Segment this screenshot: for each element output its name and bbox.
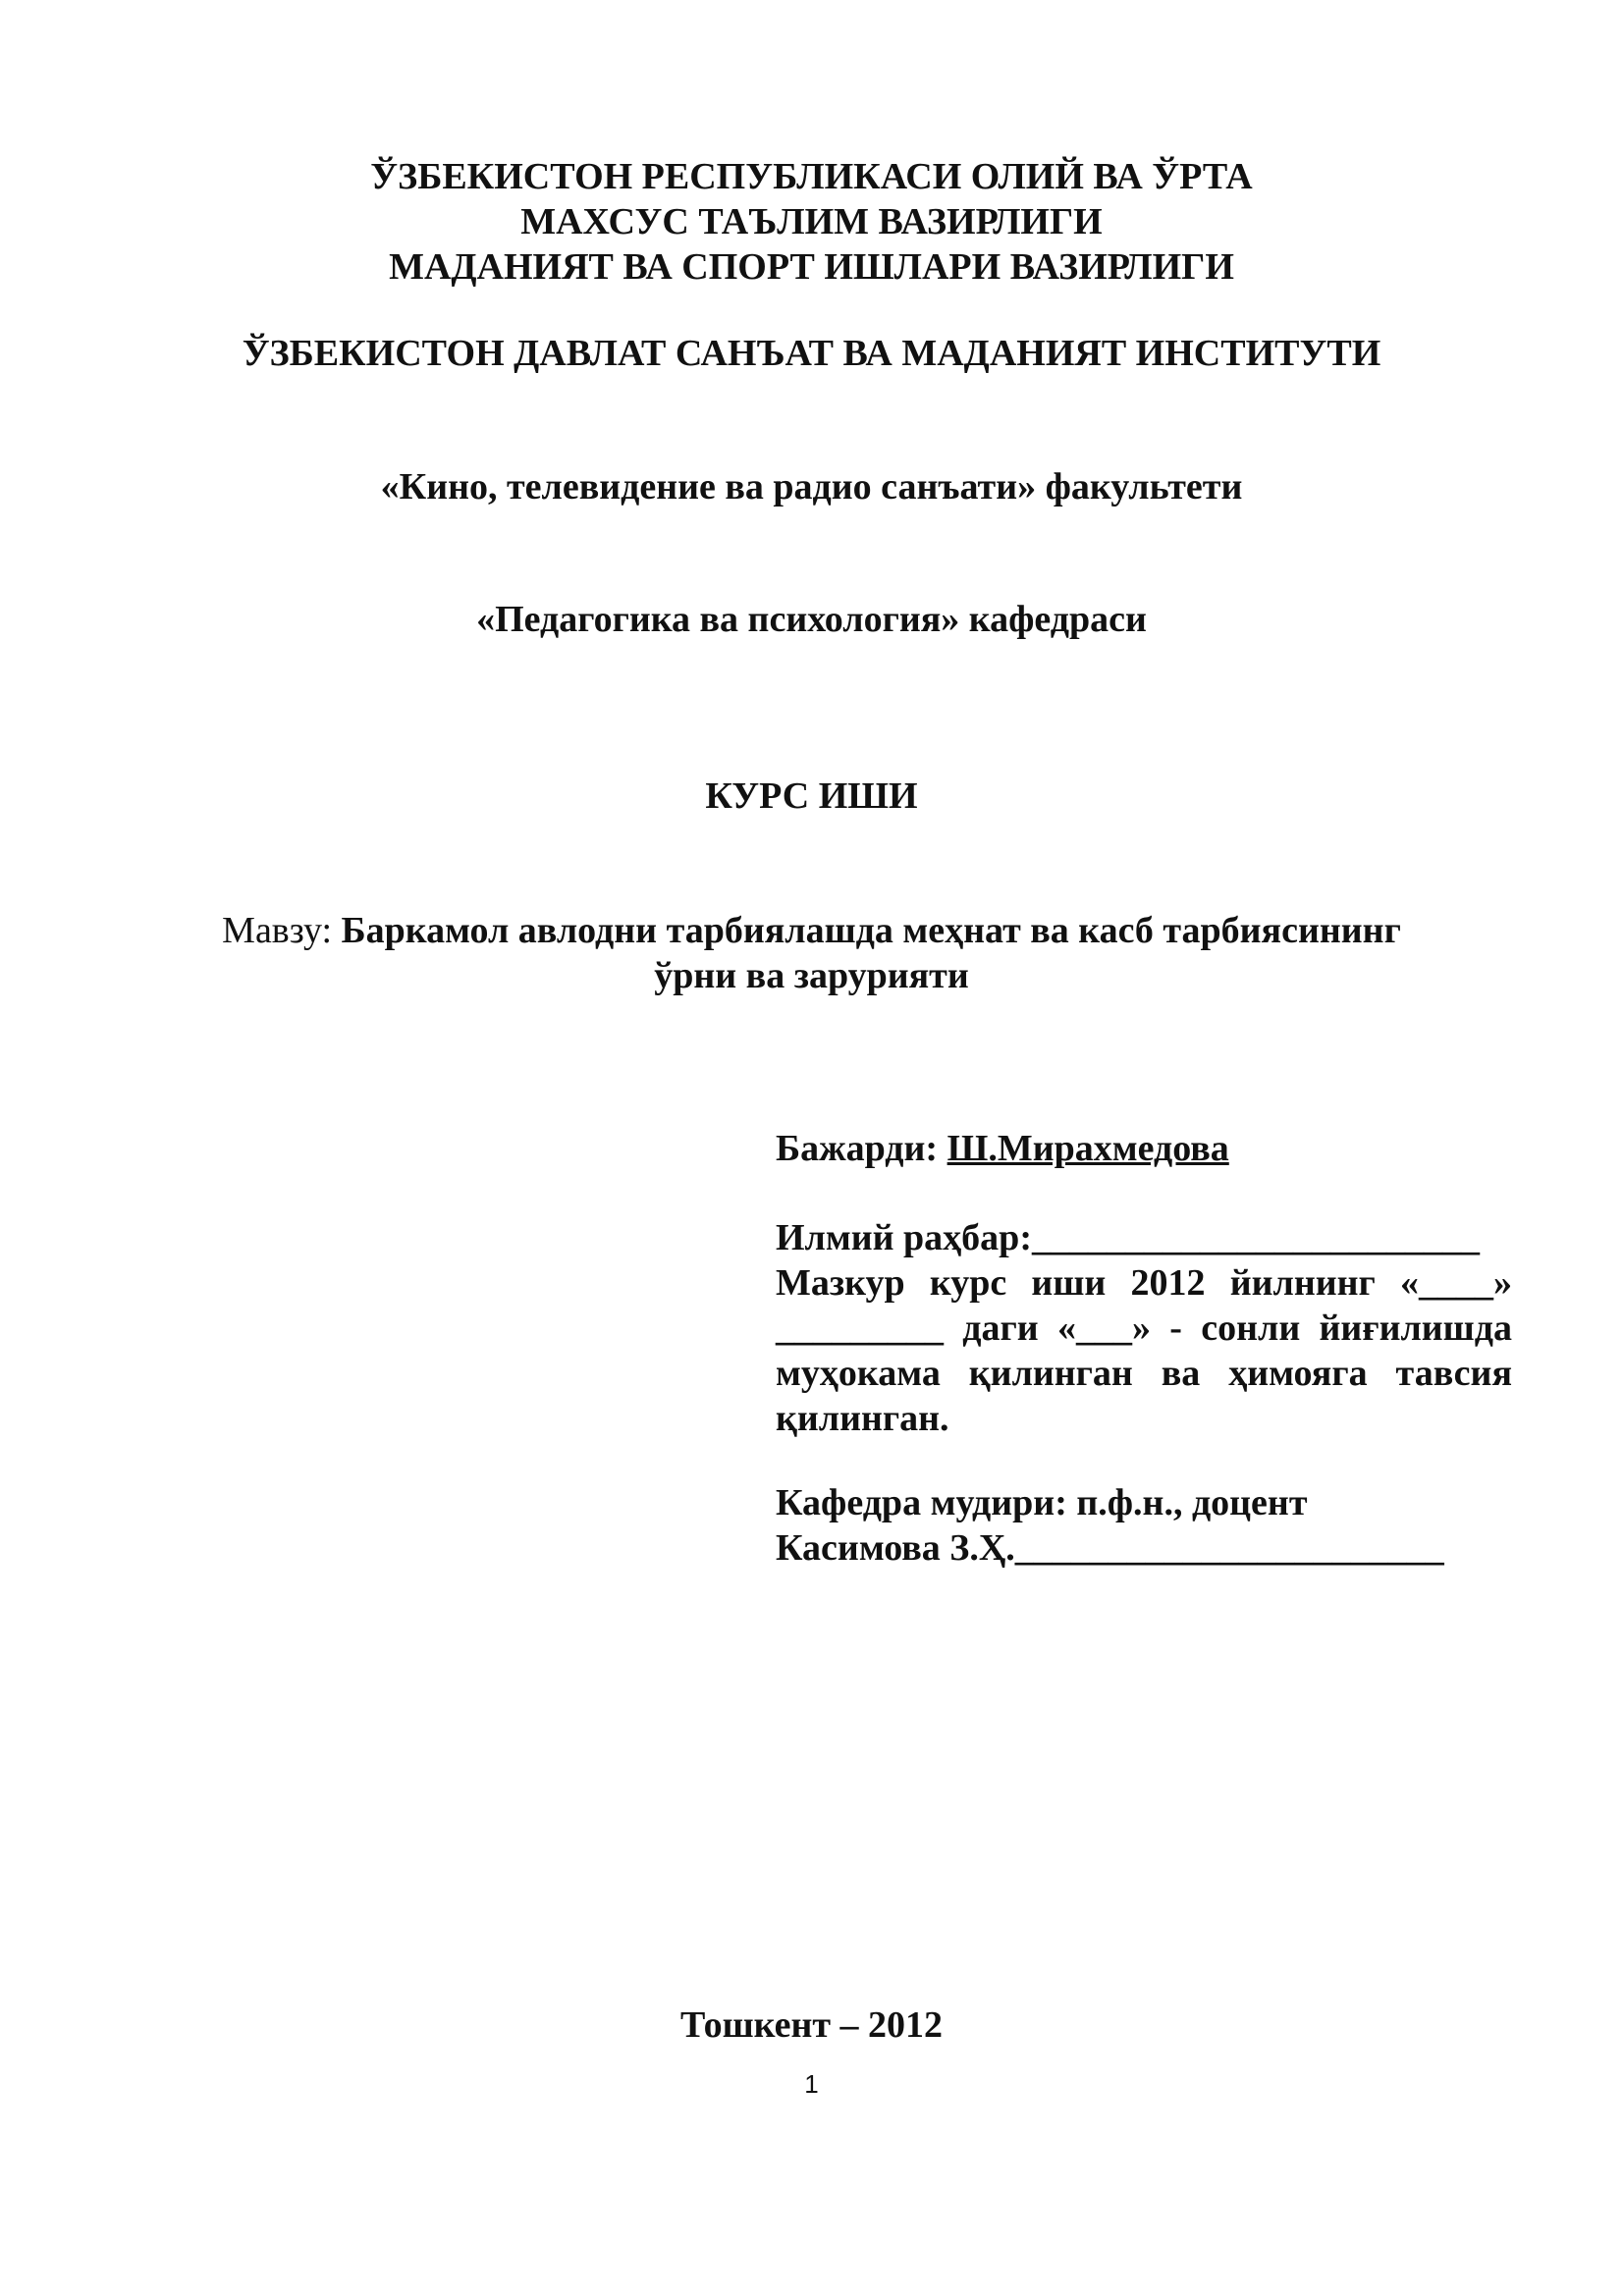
- head-of-department-line-2: [776, 1525, 1512, 1571]
- head-of-department-name: Касимова З.Ҳ.: [776, 1527, 1015, 1569]
- institute-name: ЎЗБЕКИСТОН ДАВЛАТ САНЪАТ ВА МАДАНИЯТ ИНСТИТУТИ: [242, 333, 1381, 374]
- supervisor-line: [776, 1215, 1512, 1260]
- author-name: Ш.Мирахмедова: [947, 1128, 1229, 1169]
- supervisor-label: Илмий раҳбар:: [776, 1217, 1032, 1258]
- approval-text: Мазкур курс иши 2012 йилнинг «____» _________ даги «___» - сонли йиғилишда муҳокама қилинган ва ҳимояга тавсия қилинган.: [776, 1262, 1512, 1439]
- ministry-line-1: ЎЗБЕКИСТОН РЕСПУБЛИКАСИ ОЛИЙ ВА ЎРТА: [370, 156, 1253, 197]
- page-number: 1: [804, 2069, 819, 2099]
- faculty-name: «Кино, телевидение ва радио санъати» факультети: [380, 466, 1243, 507]
- topic-text-1: Баркамол авлодни тарбиялашда меҳнат ва касб тарбиясининг: [332, 910, 1401, 951]
- head-of-department-line-1: Кафедра мудири: п.ф.н., доцент: [776, 1482, 1308, 1523]
- ministry-line-3: МАДАНИЯТ ВА СПОРТ ИШЛАРИ ВАЗИРЛИГИ: [389, 246, 1234, 288]
- author-label: Бажарди:: [776, 1128, 947, 1169]
- department-name: «Педагогика ва психология» кафедраси: [476, 599, 1147, 640]
- supervisor-signature-blank: ________________________: [1031, 1217, 1480, 1258]
- work-type-title: КУРС ИШИ: [705, 775, 918, 817]
- topic-label: Мавзу:: [222, 910, 333, 951]
- ministry-line-2: МАХСУС ТАЪЛИМ ВАЗИРЛИГИ: [520, 201, 1103, 242]
- topic-line-2: ўрни ва зарурияти: [654, 955, 969, 996]
- place-year: Тошкент – 2012: [679, 2004, 944, 2046]
- author-line: [776, 1126, 1512, 1171]
- head-of-department-signature-blank: _______________________: [1014, 1527, 1444, 1569]
- topic-line-1: [0, 908, 1623, 953]
